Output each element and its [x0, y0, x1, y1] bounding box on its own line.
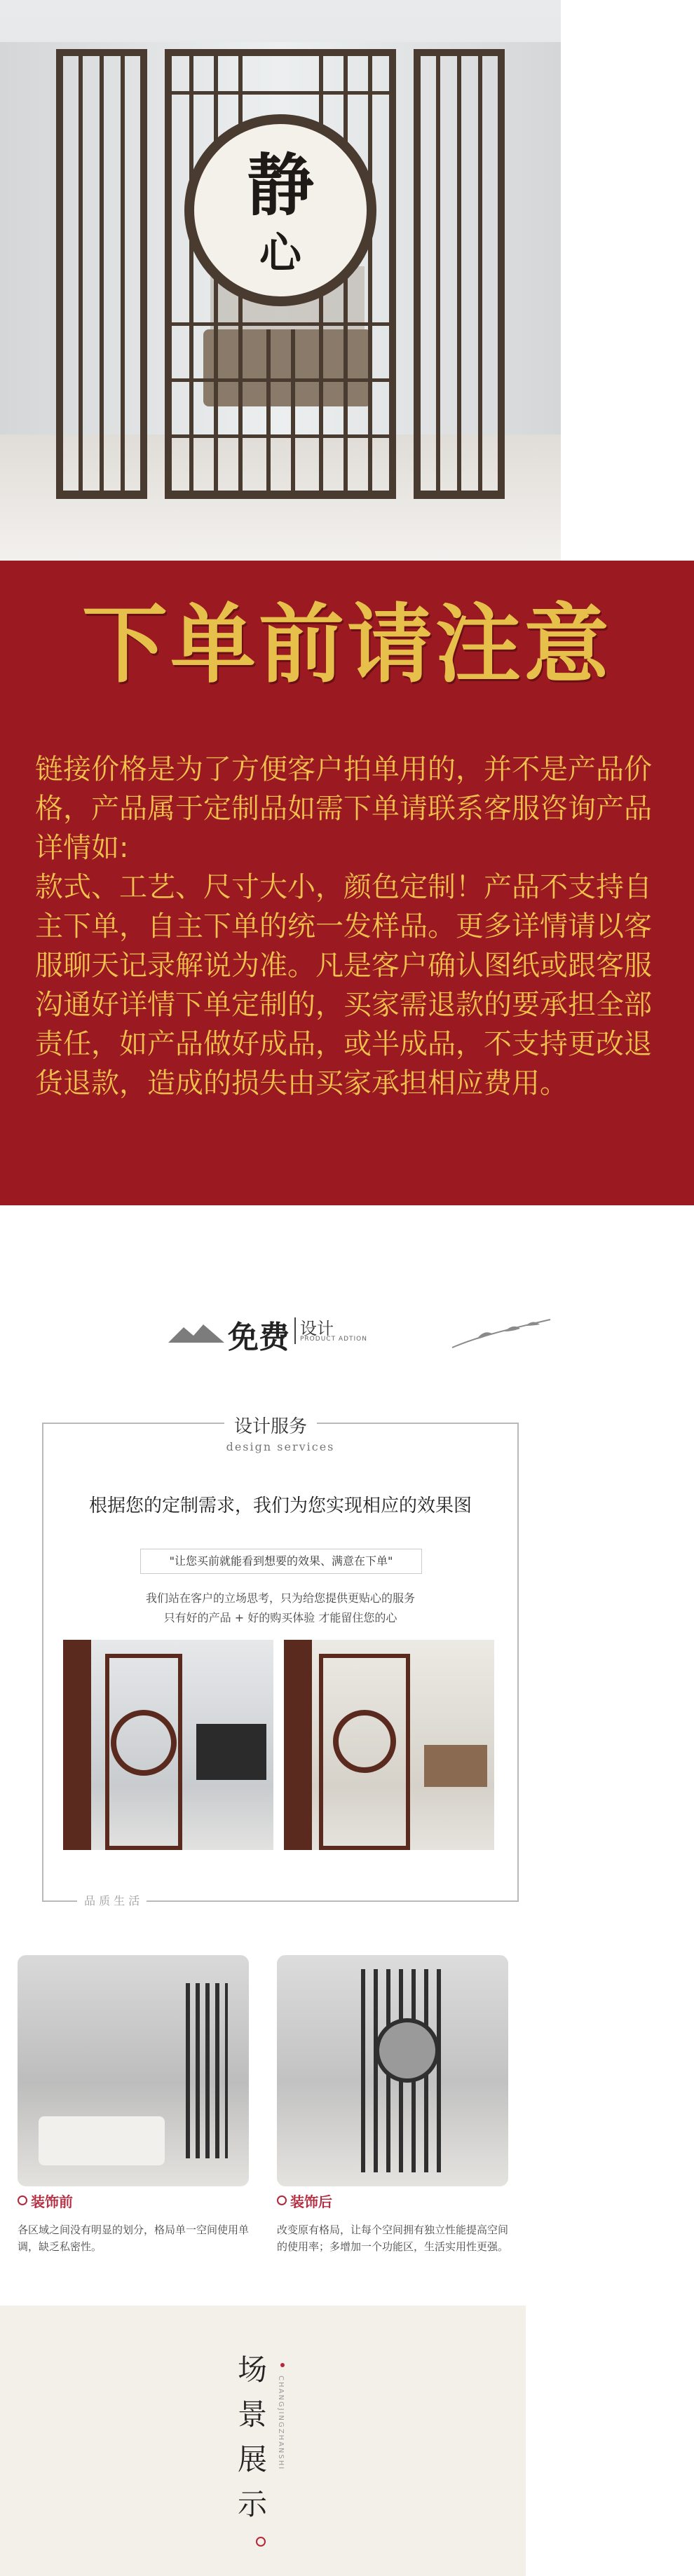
notice-title: 下单前请注意	[82, 595, 612, 694]
service-quote: "让您买前就能看到想要的效果、满意在下单"	[140, 1549, 422, 1574]
service-title: 设计服务	[224, 1412, 317, 1438]
after-label: 装饰后	[290, 2193, 332, 2210]
calligraphy-main: 静	[247, 146, 314, 225]
calligraphy-sub: 心	[259, 229, 301, 278]
product-adtion-label: PRODUCT ADTION	[300, 1336, 367, 1343]
scene-title-char: 展	[237, 2442, 267, 2476]
service-subtitle: design services	[226, 1440, 335, 1453]
notice-paragraph: 链接价格是为了方便客户拍单用的，并不是产品价格，产品属于定制品如需下单请联系客服咨询产品详情如:	[35, 753, 652, 864]
after-dot-icon	[277, 2195, 287, 2205]
accent-dot	[280, 2363, 285, 2367]
after-image	[277, 1955, 508, 2186]
notice-paragraph: 款式、工艺、尺寸大小，颜色定制！产品不支持自主下单，自主下单的统一发样品。更多详情请以客服聊天记录解说为准。凡是客户确认图纸或跟客服沟通好详情下单定制的，买家需退款的要承担全部责任，如产品做好成品，或半成品，不支持更改退货退款，造成的损失由买家承担相应费用。	[35, 871, 652, 1099]
scene-title-char: 场	[237, 2352, 267, 2387]
before-text: 各区域之间没有明显的划分，格局单一空间使用单调，缺乏私密性。	[18, 2224, 250, 2253]
scene-title	[235, 2348, 270, 2527]
scene-title-char: 景	[237, 2397, 267, 2432]
service-line-1: 我们站在客户的立场思考，只为给您提供更贴心的服务	[145, 1591, 415, 1605]
before-label: 装饰前	[31, 2193, 73, 2210]
notice-body	[35, 750, 666, 1103]
hero-photo	[0, 0, 561, 561]
after-text: 改变原有格局，让每个空间拥有独立性能提高空间的使用率；多增加一个功能区，生活实用性更强。	[277, 2224, 509, 2253]
before-image	[18, 1955, 249, 2186]
design-section	[0, 1233, 694, 2284]
service-line-2: 只有好的产品 + 好的购买体验 才能留住您的心	[163, 1611, 397, 1624]
design-label: 设计	[300, 1319, 334, 1338]
ring-icon	[256, 2537, 266, 2547]
service-heading: 根据您的定制需求，我们为您实现相应的效果图	[88, 1495, 472, 1516]
free-label: 免费	[228, 1320, 290, 1355]
render-image-2	[284, 1640, 494, 1850]
render-image-1	[63, 1640, 273, 1850]
pinyin-vertical	[277, 2376, 288, 2516]
scene-section	[0, 2306, 526, 2576]
order-notice	[0, 561, 694, 1205]
pinyin-label: CHANGJINGZHANSHI	[277, 2376, 285, 2471]
before-dot-icon	[18, 2195, 27, 2205]
branch-icon	[449, 1316, 554, 1351]
divider	[294, 1317, 296, 1344]
scene-title-char: 示	[237, 2487, 267, 2521]
partition-screens	[0, 0, 561, 561]
mountain-icon	[168, 1323, 224, 1344]
service-footer: 品 质 生 活	[77, 1892, 147, 1908]
